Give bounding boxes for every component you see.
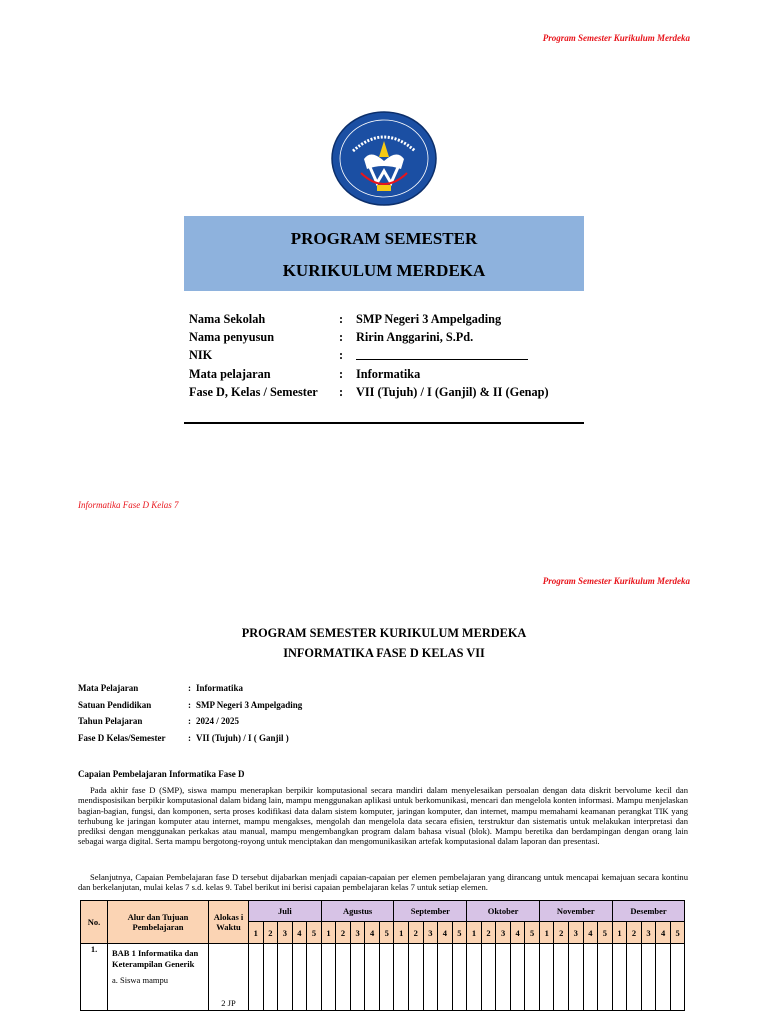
section-heading: Capaian Pembelajaran Informatika Fase D bbox=[78, 769, 245, 779]
week-header: 4 bbox=[292, 922, 307, 944]
month-header: September bbox=[394, 901, 467, 922]
week-header: 4 bbox=[438, 922, 453, 944]
week-cell bbox=[379, 944, 394, 1011]
week-cell bbox=[496, 944, 511, 1011]
week-header: 5 bbox=[452, 922, 467, 944]
identity-value: Informatika bbox=[356, 366, 421, 381]
week-cell bbox=[539, 944, 554, 1011]
week-cell bbox=[394, 944, 409, 1011]
week-header: 4 bbox=[656, 922, 671, 944]
cover-identity-list bbox=[189, 312, 549, 403]
footer-note: Informatika Fase D Kelas 7 bbox=[78, 500, 179, 510]
cover-title-box bbox=[184, 216, 584, 291]
week-cell bbox=[612, 944, 627, 1011]
week-cell bbox=[525, 944, 540, 1011]
week-cell bbox=[452, 944, 467, 1011]
info-row: Fase D Kelas/Semester : VII (Tujuh) / I ( Ganjil ) bbox=[78, 732, 289, 743]
week-header: 5 bbox=[670, 922, 685, 944]
week-header: 2 bbox=[336, 922, 351, 944]
week-header: 3 bbox=[641, 922, 656, 944]
week-header: 2 bbox=[481, 922, 496, 944]
week-cell bbox=[307, 944, 322, 1011]
page-title-line2: INFORMATIKA FASE D KELAS VII bbox=[283, 646, 485, 660]
cover-divider bbox=[184, 422, 584, 424]
identity-label: Nama Sekolah bbox=[189, 312, 266, 326]
week-cell bbox=[249, 944, 264, 1011]
nik-blank-line bbox=[356, 348, 528, 366]
week-header: 4 bbox=[510, 922, 525, 944]
week-header: 3 bbox=[569, 922, 584, 944]
week-cell bbox=[554, 944, 569, 1011]
month-header: Juli bbox=[249, 901, 322, 922]
month-header: Agustus bbox=[321, 901, 394, 922]
week-header: 1 bbox=[394, 922, 409, 944]
cover-title-line1: PROGRAM SEMESTER bbox=[290, 229, 478, 248]
week-header: 1 bbox=[321, 922, 336, 944]
identity-row-school: Nama Sekolah : SMP Negeri 3 Ampelgading bbox=[189, 312, 549, 330]
table-row bbox=[81, 944, 685, 1011]
week-cell bbox=[627, 944, 642, 1011]
week-header: 2 bbox=[627, 922, 642, 944]
week-cell bbox=[569, 944, 584, 1011]
week-header: 2 bbox=[554, 922, 569, 944]
tut-wuri-handayani-logo bbox=[331, 111, 437, 206]
week-cell bbox=[467, 944, 482, 1011]
week-cell bbox=[409, 944, 424, 1011]
col-header-alokasi: Alokas i Waktu bbox=[209, 901, 249, 944]
week-header: 2 bbox=[263, 922, 278, 944]
week-header: 2 bbox=[409, 922, 424, 944]
header-note: Program Semester Kurikulum Merdeka bbox=[542, 33, 690, 43]
row-number: 1. bbox=[81, 944, 108, 1011]
week-cell bbox=[656, 944, 671, 1011]
week-header: 1 bbox=[249, 922, 264, 944]
week-header: 3 bbox=[350, 922, 365, 944]
week-cell bbox=[365, 944, 380, 1011]
week-header: 5 bbox=[525, 922, 540, 944]
semester-schedule-table bbox=[80, 900, 685, 1011]
week-cell bbox=[350, 944, 365, 1011]
week-header: 4 bbox=[583, 922, 598, 944]
week-cell bbox=[263, 944, 278, 1011]
info-row: Satuan Pendidikan : SMP Negeri 3 Ampelgading bbox=[78, 699, 303, 710]
identity-row-phase: Fase D, Kelas / Semester : VII (Tujuh) / I (Ganjil) & II (Genap) bbox=[189, 385, 549, 403]
week-header: 5 bbox=[379, 922, 394, 944]
identity-label: Nama penyusun bbox=[189, 330, 275, 345]
info-row: Mata Pelajaran : Informatika bbox=[78, 683, 243, 693]
week-cell bbox=[321, 944, 336, 1011]
cover-title-line2: KURIKULUM MERDEKA bbox=[282, 261, 486, 280]
week-header: 1 bbox=[539, 922, 554, 944]
week-cell bbox=[438, 944, 453, 1011]
week-cell bbox=[583, 944, 598, 1011]
col-header-alur: Alur dan Tujuan Pembelajaran bbox=[108, 901, 209, 944]
week-cell bbox=[336, 944, 351, 1011]
week-header: 4 bbox=[365, 922, 380, 944]
row-jp: 2 JP bbox=[209, 944, 249, 1011]
week-cell bbox=[598, 944, 613, 1011]
row-alur bbox=[108, 944, 209, 1011]
col-header-no: No. bbox=[81, 901, 108, 944]
week-cell bbox=[670, 944, 685, 1011]
month-header: November bbox=[539, 901, 612, 922]
identity-label: Fase D, Kelas / Semester bbox=[189, 384, 318, 399]
identity-value: SMP Negeri 3 Ampelgading bbox=[356, 312, 502, 326]
paragraph-capaian: Pada akhir fase D (SMP), siswa mampu menerapkan berpikir komputasional secara mandiri dalam menyelesaikan persoalan dengan data diskrit bervolume kecil dan mendisposisikan berpikir komputasional dalam bidang lain, mampu menggunakan aplikasi untuk berkomunikasi, mencari dan mengelola konten informasi. Mampu menjelaskan bagian-bagian, fungsi, dan komponen, serta proses kodifikasi data dalam sistem komputer, jaringan komputer, dan internet, mampu memahami keamanan perangkat TIK yang terhubung ke jaringan komputer atau internet, mampu mengakses, mengolah dan mengelola data secara efisien, terstruktur dan sistematis untuk melakukan interpretasi dan prediksi dengan menggunakan perkakas atau manual, mampu mengembangkan program dalam bahasa visual (blok). Mampu beretika dan berdampingan dengan orang lain sebagai warga digital. Serta mampu bergotong-royong untuk menciptakan dan mengomunikasikan artefak komputasional dalam laporan dan presentasi. bbox=[78, 785, 688, 847]
info-row: Tahun Pelajaran : 2024 / 2025 bbox=[78, 716, 240, 726]
identity-value: VII (Tujuh) / I (Ganjil) & II (Genap) bbox=[356, 384, 549, 399]
week-header: 1 bbox=[612, 922, 627, 944]
identity-label: NIK bbox=[189, 348, 213, 363]
month-header: Oktober bbox=[467, 901, 540, 922]
week-header: 3 bbox=[496, 922, 511, 944]
week-header: 1 bbox=[467, 922, 482, 944]
week-header: 3 bbox=[278, 922, 293, 944]
identity-row-subject: Mata pelajaran : Informatika bbox=[189, 367, 549, 385]
subject-info-list bbox=[78, 683, 302, 749]
week-header: 5 bbox=[307, 922, 322, 944]
page-title-line1: PROGRAM SEMESTER KURIKULUM MERDEKA bbox=[241, 626, 527, 640]
row-subtitle: a. Siswa mampu bbox=[112, 975, 168, 985]
week-cell bbox=[292, 944, 307, 1011]
row-title: BAB 1 Informatika dan Keterampilan Generik bbox=[112, 948, 199, 969]
paragraph-selanjutnya: Selanjutnya, Capaian Pembelajaran fase D tersebut dijabarkan menjadi capaian-capaian per elemen pembelajaran yang dirancang untuk mencapai kemajuan secara kontinu dan berkelanjutan, mulai kelas 7 s.d. kelas 9. Tabel berikut ini berisi capaian pembelajaran kelas 7 untuk setiap elemen. bbox=[78, 872, 688, 893]
week-header: 3 bbox=[423, 922, 438, 944]
header-note: Program Semester Kurikulum Merdeka bbox=[542, 576, 690, 586]
identity-row-nik: NIK : bbox=[189, 348, 549, 366]
identity-row-author: Nama penyusun : Ririn Anggarini, S.Pd. bbox=[189, 330, 549, 348]
identity-label: Mata pelajaran bbox=[189, 366, 271, 381]
month-header: Desember bbox=[612, 901, 685, 922]
identity-value: Ririn Anggarini, S.Pd. bbox=[356, 330, 474, 345]
week-cell bbox=[278, 944, 293, 1011]
week-cell bbox=[510, 944, 525, 1011]
week-cell bbox=[423, 944, 438, 1011]
week-cell bbox=[481, 944, 496, 1011]
week-cell bbox=[641, 944, 656, 1011]
week-header: 5 bbox=[598, 922, 613, 944]
